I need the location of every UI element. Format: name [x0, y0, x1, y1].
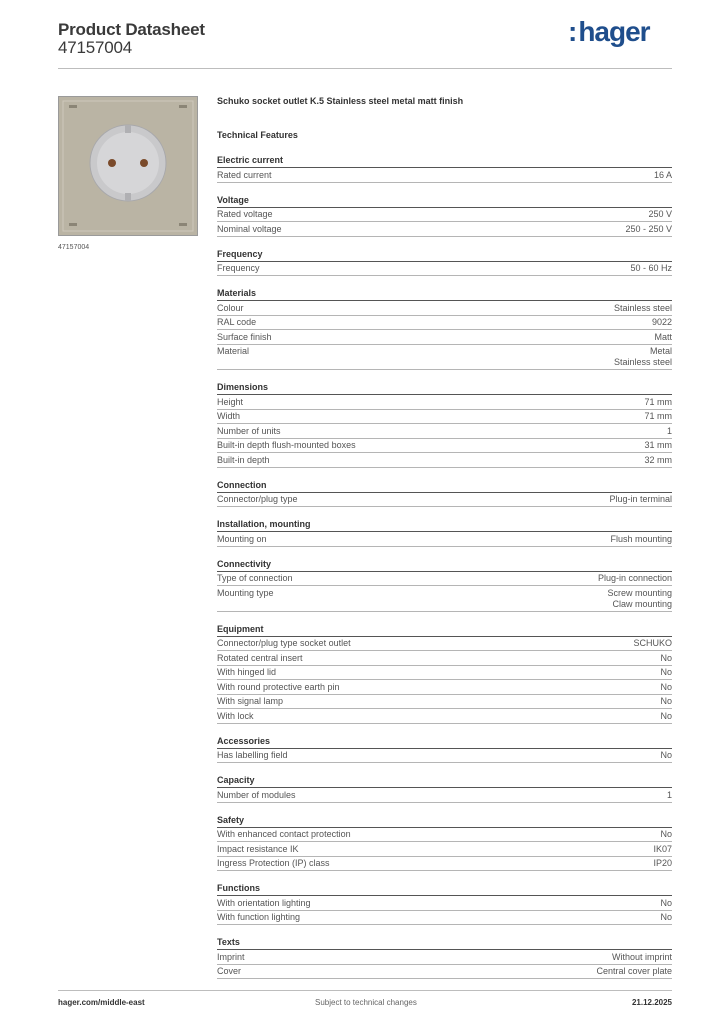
feature-value-line: 1: [666, 425, 672, 436]
feature-label: Has labelling field: [217, 750, 288, 760]
feature-value-line: Claw mounting: [612, 598, 672, 609]
section-title: Texts: [217, 935, 672, 950]
section-title: Connectivity: [217, 557, 672, 572]
footer-divider: [58, 990, 672, 991]
feature-value: [660, 667, 672, 678]
feature-value: [625, 224, 672, 235]
feature-value-line: IK07: [653, 843, 672, 854]
section-title: Frequency: [217, 247, 672, 262]
feature-row: [217, 950, 672, 965]
feature-value: [654, 170, 672, 181]
header-divider: [58, 68, 672, 69]
feature-section: [217, 773, 672, 803]
feature-value-line: 50 - 60 Hz: [630, 263, 672, 273]
feature-value: [653, 858, 672, 869]
feature-row: [217, 965, 672, 980]
hager-logo[interactable]: :hager: [568, 16, 650, 47]
feature-value-line: 250 V: [648, 209, 672, 219]
feature-value-line: No: [660, 667, 672, 677]
feature-value: [660, 829, 672, 840]
section-title: Equipment: [217, 622, 672, 637]
footer-note: Subject to technical changes: [315, 998, 417, 1007]
feature-label: Built-in depth flush-mounted boxes: [217, 440, 356, 450]
feature-value: [667, 426, 672, 437]
feature-label: Type of connection: [217, 573, 293, 583]
feature-sections: [217, 153, 672, 979]
feature-label: Number of units: [217, 425, 281, 436]
feature-row: [217, 439, 672, 454]
feature-row: [217, 345, 672, 371]
feature-value-line: Plug-in connection: [597, 573, 672, 583]
feature-value: [660, 898, 672, 909]
datasheet-content: [217, 94, 672, 979]
feature-section: [217, 153, 672, 183]
feature-value-line: Stainless steel: [613, 357, 672, 367]
feature-label: Nominal voltage: [217, 223, 282, 234]
feature-label: Number of modules: [217, 789, 296, 800]
technical-features-heading: Technical Features: [217, 130, 298, 140]
feature-label: Imprint: [217, 951, 245, 962]
feature-label: With round protective earth pin: [217, 681, 340, 692]
feature-value: [660, 711, 672, 722]
feature-value: [660, 696, 672, 707]
feature-label: Cover: [217, 966, 242, 976]
feature-value: [633, 638, 672, 649]
product-id: 47157004: [58, 38, 133, 57]
feature-label: Width: [217, 411, 241, 421]
feature-value: [660, 750, 672, 761]
feature-value: [609, 494, 672, 505]
section-title: Voltage: [217, 193, 672, 208]
feature-value: [652, 317, 672, 328]
logo-text: hager: [578, 16, 650, 47]
feature-section: [217, 557, 672, 612]
feature-value-line: No: [660, 710, 672, 721]
feature-value-line: No: [660, 652, 672, 663]
feature-row: [217, 637, 672, 652]
feature-value-line: No: [660, 897, 672, 908]
feature-value: [644, 440, 672, 451]
feature-label: With enhanced contact protection: [217, 829, 351, 839]
feature-value-line: 9022: [651, 317, 672, 327]
section-title: Materials: [217, 286, 672, 301]
feature-label: Rotated central insert: [217, 652, 303, 663]
feature-section: [217, 247, 672, 277]
feature-row: [217, 666, 672, 681]
feature-section: [217, 380, 672, 468]
section-title: Accessories: [217, 734, 672, 749]
feature-label: Colour: [217, 302, 244, 313]
feature-row: [217, 842, 672, 857]
feature-row: [217, 424, 672, 439]
feature-value: [653, 844, 672, 855]
feature-value-line: Metal: [649, 346, 672, 356]
feature-value: [610, 534, 672, 545]
feature-row: [217, 262, 672, 277]
feature-value-line: Screw mounting: [607, 587, 672, 598]
feature-value-line: 31 mm: [644, 440, 672, 450]
feature-section: [217, 622, 672, 724]
feature-value: [660, 912, 672, 923]
feature-value-line: No: [660, 912, 672, 922]
feature-value-line: 32 mm: [644, 454, 672, 465]
feature-value-line: 250 - 250 V: [625, 223, 672, 234]
feature-row: [217, 301, 672, 316]
section-title: Dimensions: [217, 380, 672, 395]
section-title: Safety: [217, 813, 672, 828]
feature-row: [217, 680, 672, 695]
feature-value: [660, 653, 672, 664]
feature-value-line: No: [660, 681, 672, 692]
feature-row: [217, 168, 672, 183]
feature-section: [217, 813, 672, 872]
section-title: Functions: [217, 881, 672, 896]
feature-value: [612, 952, 672, 963]
feature-row: [217, 911, 672, 926]
feature-value: [614, 346, 672, 368]
feature-value: [660, 682, 672, 693]
feature-value-line: IP20: [653, 858, 672, 868]
feature-section: [217, 517, 672, 547]
feature-value-line: Flush mounting: [610, 533, 672, 544]
feature-label: Connector/plug type: [217, 494, 298, 504]
feature-label: Rated current: [217, 169, 272, 180]
feature-label: Impact resistance IK: [217, 843, 299, 854]
section-title: Connection: [217, 478, 672, 493]
feature-row: [217, 222, 672, 237]
feature-section: [217, 478, 672, 508]
feature-value-line: Plug-in terminal: [609, 494, 672, 504]
feature-row: [217, 493, 672, 508]
page-title: Product Datasheet: [58, 20, 205, 39]
feature-label: With function lighting: [217, 912, 301, 922]
feature-value: [644, 397, 672, 408]
feature-row: [217, 896, 672, 911]
feature-value-line: No: [660, 696, 672, 706]
feature-value-line: Stainless steel: [613, 302, 672, 313]
feature-value: [630, 263, 672, 274]
feature-label: Mounting type: [217, 587, 274, 598]
feature-row: [217, 453, 672, 468]
feature-row: [217, 828, 672, 843]
feature-row: [217, 857, 672, 872]
feature-value-line: Central cover plate: [596, 966, 672, 976]
feature-row: [217, 709, 672, 724]
feature-label: With orientation lighting: [217, 897, 311, 908]
feature-label: With signal lamp: [217, 696, 284, 706]
feature-label: Height: [217, 396, 244, 407]
feature-label: Frequency: [217, 263, 260, 273]
feature-label: Material: [217, 346, 250, 356]
feature-row: [217, 532, 672, 547]
feature-label: With lock: [217, 710, 254, 721]
image-caption: 47157004: [58, 244, 90, 251]
feature-section: [217, 881, 672, 925]
feature-row: [217, 788, 672, 803]
feature-value: [614, 303, 672, 314]
feature-value: [644, 411, 672, 422]
feature-label: Surface finish: [217, 331, 272, 342]
feature-row: [217, 572, 672, 587]
section-title: Capacity: [217, 773, 672, 788]
feature-label: RAL code: [217, 317, 257, 327]
feature-value-line: SCHUKO: [633, 638, 672, 648]
feature-label: Rated voltage: [217, 209, 273, 219]
feature-value: [596, 966, 672, 977]
feature-value-line: 1: [666, 789, 672, 800]
product-image: [58, 96, 198, 236]
footer-date: 21.12.2025: [631, 998, 672, 1007]
feature-row: [217, 395, 672, 410]
feature-row: [217, 330, 672, 345]
feature-row: [217, 208, 672, 223]
feature-row: [217, 410, 672, 425]
feature-value-line: 71 mm: [644, 411, 672, 421]
feature-value-line: Matt: [654, 331, 672, 342]
feature-section: [217, 935, 672, 979]
feature-label: Ingress Protection (IP) class: [217, 858, 330, 868]
feature-value: [607, 588, 672, 610]
feature-section: [217, 193, 672, 237]
feature-value-line: Without imprint: [611, 951, 672, 962]
feature-value: [648, 209, 672, 220]
feature-section: [217, 286, 672, 370]
feature-value-line: No: [660, 750, 672, 760]
feature-value-line: 16 A: [653, 169, 672, 180]
section-title: Electric current: [217, 153, 672, 168]
feature-row: [217, 651, 672, 666]
feature-row: [217, 749, 672, 764]
feature-value: [654, 332, 672, 343]
feature-value: [644, 455, 672, 466]
feature-label: Built-in depth: [217, 454, 270, 465]
product-name: Schuko socket outlet K.5 Stainless steel metal matt finish: [217, 96, 464, 106]
feature-row: [217, 316, 672, 331]
feature-value-line: No: [660, 829, 672, 839]
footer-website[interactable]: hager.com/middle-east: [58, 998, 145, 1007]
feature-value-line: 71 mm: [644, 396, 672, 407]
section-title: Installation, mounting: [217, 517, 672, 532]
feature-value: [667, 790, 672, 801]
feature-label: Mounting on: [217, 533, 267, 544]
feature-row: [217, 586, 672, 612]
feature-value: [598, 573, 672, 584]
feature-row: [217, 695, 672, 710]
feature-section: [217, 734, 672, 764]
feature-label: With hinged lid: [217, 667, 277, 677]
feature-label: Connector/plug type socket outlet: [217, 638, 351, 648]
